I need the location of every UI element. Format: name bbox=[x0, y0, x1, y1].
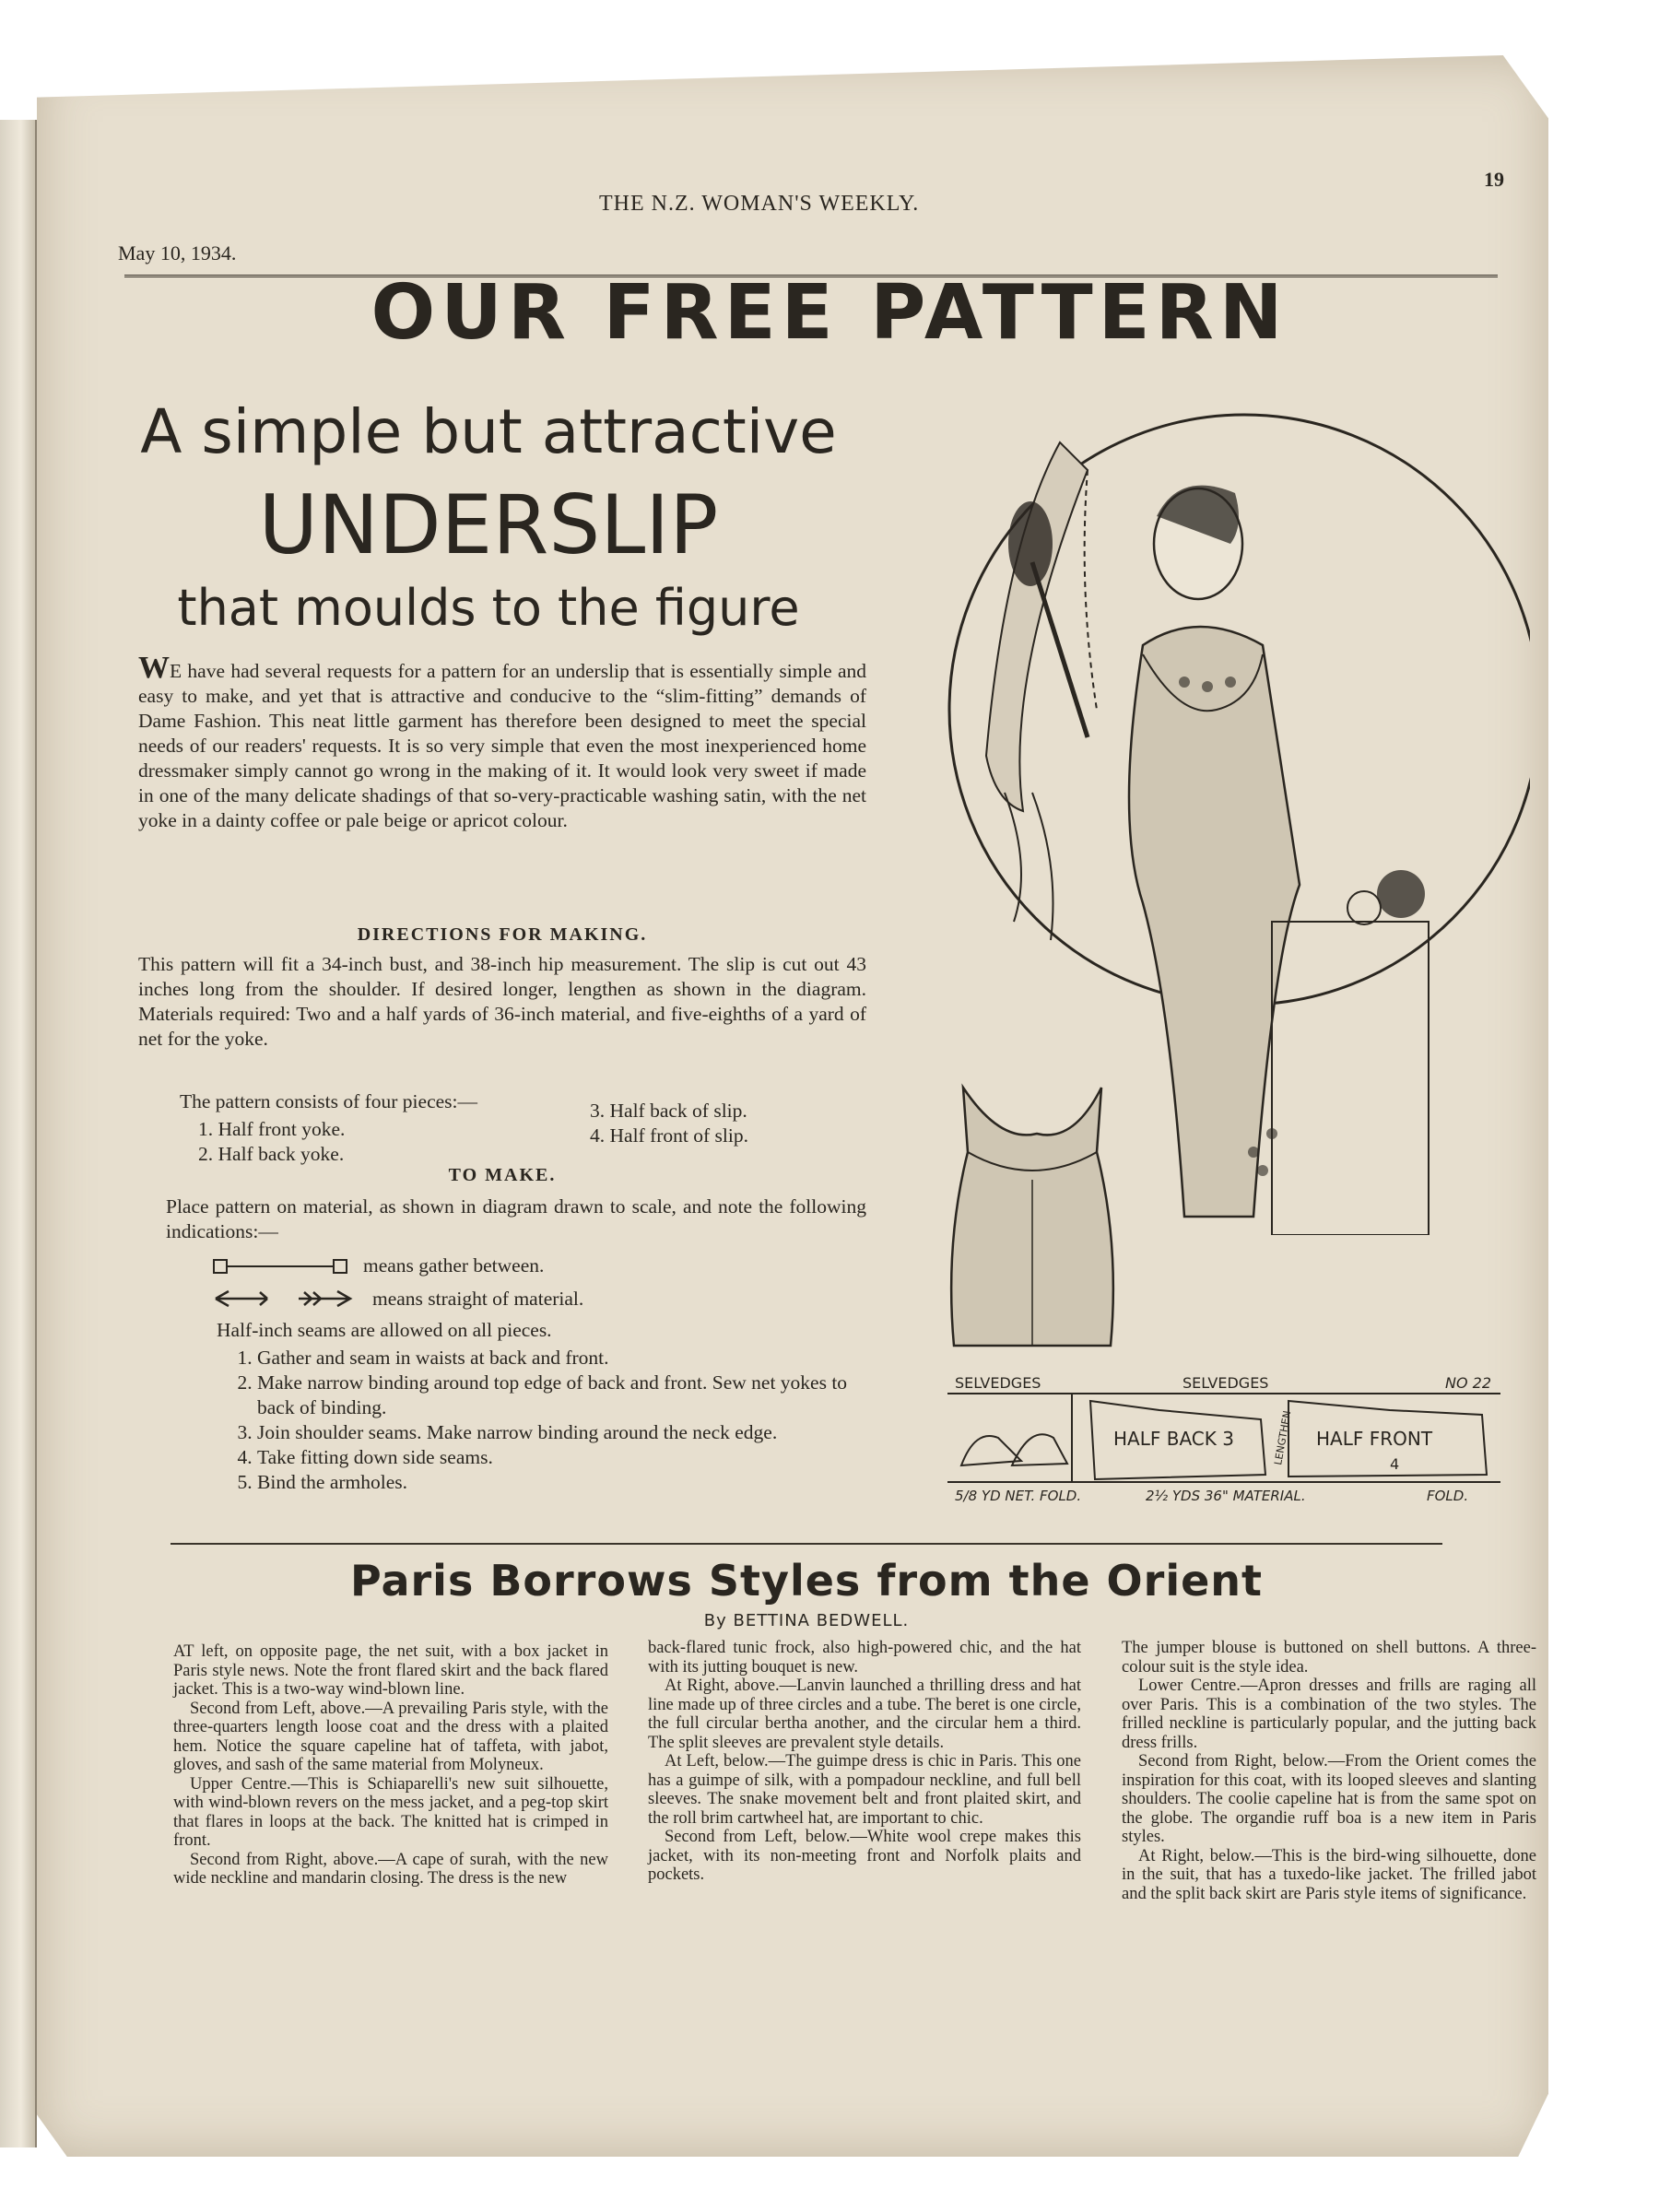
pieces-list-right bbox=[590, 1099, 748, 1148]
diagram-front-number: 4 bbox=[1390, 1455, 1400, 1473]
drop-cap: W bbox=[138, 651, 170, 685]
article-paragraph: AT left, on opposite page, the net suit, with a box jacket in Paris style news. Note the front flared skirt and the back flared jacket. This is a two-way wind-blown line. bbox=[173, 1642, 608, 1699]
directions-heading: DIRECTIONS FOR MAKING. bbox=[357, 924, 648, 945]
article-paragraph: Lower Centre.—Apron dresses and frills are raging all over Paris. This is a combination of the two styles. The frilled neckline is particularly popular, and the jutting back dress frills. bbox=[1122, 1677, 1536, 1752]
cutting-layout-diagram bbox=[947, 1373, 1500, 1512]
diagram-half-front: HALF FRONT bbox=[1316, 1428, 1433, 1450]
pieces-list-left bbox=[198, 1117, 345, 1167]
opposite-page-edge bbox=[0, 120, 37, 2147]
legend-straight-text: means straight of material. bbox=[372, 1287, 584, 1310]
page-number: 19 bbox=[1484, 168, 1504, 191]
piece-item: 3. Half back of slip. bbox=[590, 1100, 747, 1122]
article-paragraph: Second from Left, above.—A prevailing Paris style, with the three-quarters length loose coat and the dress with a plaited hem. Notice the square capeline hat of taffeta, with jabot, gloves, and sash of the same material from Molyneux. bbox=[173, 1699, 608, 1774]
article-paragraph: At Right, above.—Lanvin launched a thrilling dress and hat line made up of three circles and a tube. The beret is one circle, the full circular bertha another, and the circular hem a third. The split sleeves are prevalent style details. bbox=[648, 1677, 1081, 1752]
article-paragraph: Second from Right, below.—From the Orient comes the inspiration for this coat, with its looped sleeves and slanting shoulders. The coolie capeline hat is from the same spot on the globe. The organdie ruff boa is a new item in Paris styles. bbox=[1122, 1752, 1536, 1846]
article-column-2 bbox=[648, 1639, 1081, 1885]
article-column-3 bbox=[1122, 1639, 1536, 1903]
grain-arrows-icon bbox=[212, 1288, 359, 1310]
step-item: 5. Bind the armholes. bbox=[257, 1470, 880, 1495]
step-item: 1. Gather and seam in waists at back and front. bbox=[257, 1346, 880, 1371]
diagram-selvedges-mid: SELVEDGES bbox=[1182, 1374, 1269, 1392]
pattern-intro bbox=[138, 651, 866, 833]
legend-gather bbox=[212, 1249, 583, 1282]
pattern-subtitle-line2: UNDERSLIP bbox=[258, 477, 719, 572]
legend-gather-text: means gather between. bbox=[363, 1253, 545, 1277]
legend-straight bbox=[212, 1282, 583, 1315]
masthead: THE N.Z. WOMAN'S WEEKLY. bbox=[599, 192, 920, 216]
diagram-net: 5/8 YD NET. FOLD. bbox=[955, 1488, 1082, 1504]
gather-symbol-icon bbox=[212, 1254, 350, 1277]
pattern-legend bbox=[212, 1249, 583, 1315]
directions-text: This pattern will fit a 34-inch bust, and 38-inch hip measurement. The slip is cut out 43 inches long from the shoulder. If desired longer, lengthen as shown in the diagram. Materials required: Two and a half yards of 36-inch material, and five-eighths of a yard of net for the yoke. bbox=[138, 953, 866, 1050]
pieces-intro: The pattern consists of four pieces:— bbox=[180, 1090, 478, 1112]
article-paragraph: At Left, below.—The guimpe dress is chic in Paris. This one has a guimpe of silk, with a pompadour neckline, and full bell sleeves. The snake movement belt and front plaited skirt, and the roll brim cartwheel hat, are important to chic. bbox=[648, 1752, 1081, 1828]
article-paragraph: Second from Right, above.—A cape of surah, with the new wide neckline and mandarin closing. The dress is the new bbox=[173, 1850, 608, 1888]
article-title: Paris Borrows Styles from the Orient bbox=[349, 1556, 1264, 1606]
diagram-fold: FOLD. bbox=[1427, 1488, 1469, 1504]
underslip-sketch bbox=[945, 1078, 1120, 1355]
article-byline: By BETTINA BEDWELL. bbox=[703, 1611, 910, 1630]
step-item: 2. Make narrow binding around top edge of back and front. Sew net yokes to back of binding. bbox=[257, 1371, 880, 1420]
to-make-text: Place pattern on material, as shown in diagram drawn to scale, and note the following indications:— bbox=[166, 1195, 866, 1242]
diagram-half-back: HALF BACK 3 bbox=[1113, 1428, 1234, 1450]
pattern-subtitle-line1: A simple but attractive bbox=[140, 396, 837, 467]
article-paragraph: The jumper blouse is buttoned on shell buttons. A three-colour suit is the style idea. bbox=[1122, 1639, 1536, 1677]
article-paragraph: back-flared tunic frock, also high-powered chic, and the hat with its jutting bouquet is new. bbox=[648, 1639, 1081, 1677]
diagram-material: 2½ YDS 36" MATERIAL. bbox=[1146, 1488, 1306, 1504]
making-steps bbox=[235, 1346, 880, 1495]
piece-item: 2. Half back yoke. bbox=[198, 1143, 345, 1165]
article-paragraph: Upper Centre.—This is Schiaparelli's new suit silhouette, with wind-blown revers on the mess jacket, and a peg-top skirt that flares in loops at the back. The knitted hat is crimped in front. bbox=[173, 1774, 608, 1850]
article-paragraph: Second from Left, below.—White wool crepe makes this jacket, with its non-meeting front and Norfolk plaits and pockets. bbox=[648, 1828, 1081, 1884]
step-item: 4. Take fitting down side seams. bbox=[257, 1445, 880, 1470]
diagram-selvedges-left: SELVEDGES bbox=[955, 1374, 1041, 1392]
intro-text: E have had several requests for a pattern for an underslip that is essentially simple and easy to make, and yet that is attractive and conducive to the “slim-fitting” demands of Dame Fashion. This neat little garment has therefore been designed to meet the special needs of our readers' requests. It is so very simple that even the most inexperienced home dressmaker simply cannot go wrong in the making of it. It would look very sweet if made in one of the many delicate shadings of that so-very-practicable washing satin, with the net yoke in a dainty coffee or pale beige or apricot colour. bbox=[138, 660, 866, 831]
piece-item: 4. Half front of slip. bbox=[590, 1124, 748, 1147]
article-column-1 bbox=[173, 1642, 608, 1888]
step-item: 3. Join shoulder seams. Make narrow binding around the neck edge. bbox=[257, 1420, 880, 1445]
section-rule bbox=[171, 1543, 1442, 1545]
piece-item: 1. Half front yoke. bbox=[198, 1118, 346, 1140]
diagram-lengthen: LENGTHEN bbox=[1272, 1409, 1294, 1466]
pattern-title: OUR FREE PATTERN bbox=[371, 269, 1288, 357]
diagram-number: NO 22 bbox=[1445, 1374, 1492, 1392]
pattern-subtitle-line3: that moulds to the figure bbox=[177, 579, 800, 637]
seam-note: Half-inch seams are allowed on all pieces. bbox=[217, 1319, 552, 1341]
to-make-heading: TO MAKE. bbox=[448, 1165, 557, 1185]
article-paragraph: At Right, below.—This is the bird-wing silhouette, done in the suit, that has a tuxedo-like jacket. The frilled jabot and the split back skirt are Paris style items of significance. bbox=[1122, 1846, 1536, 1903]
issue-date: May 10, 1934. bbox=[118, 241, 237, 265]
